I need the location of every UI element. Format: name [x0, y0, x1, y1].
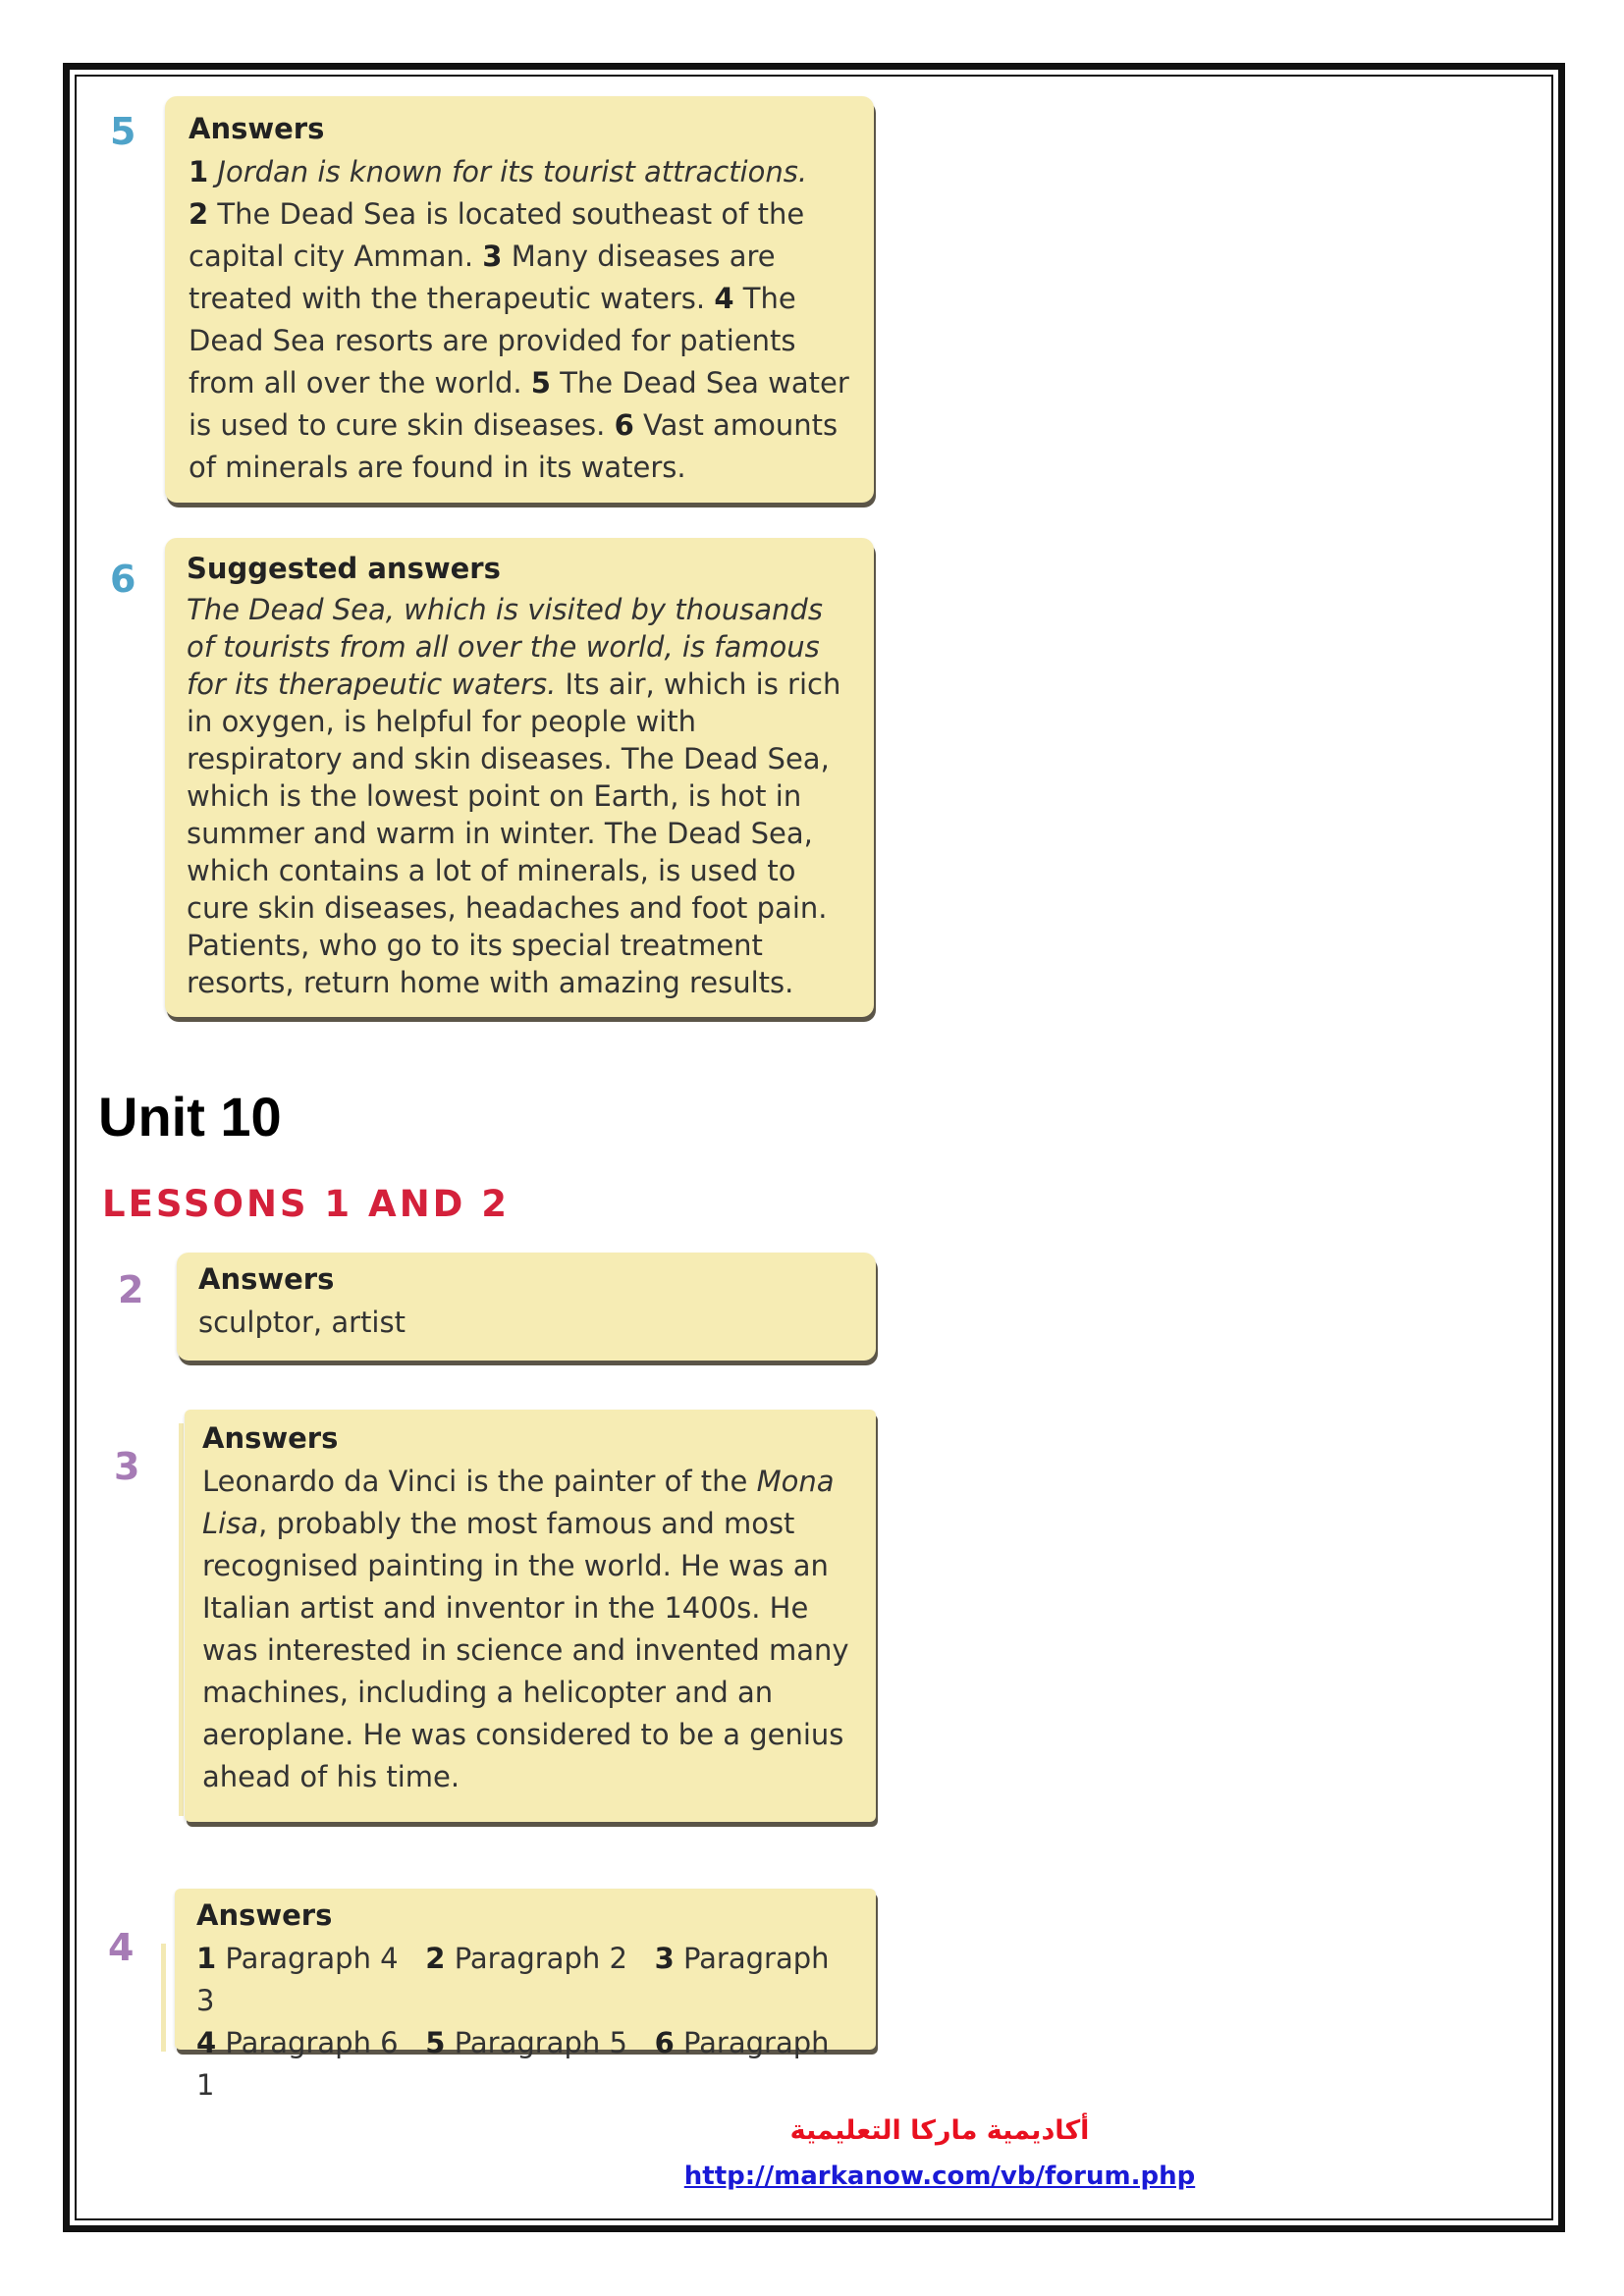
box-left-edge	[179, 1423, 184, 1816]
exercise-number-5: 5	[110, 110, 136, 153]
exercise-number-4: 4	[108, 1926, 135, 1969]
exercise-number-6: 6	[110, 558, 136, 601]
answers-text-6: The Dead Sea, which is visited by thousands of tourists from all over the world, is famous for its therapeutic waters. Its air, which is rich in oxygen, is helpful for people with respiratory and skin diseases. The Dead Sea, which is the lowest point on Earth, is hot in summer and warm in winter. The Dead Sea, which contains a lot of minerals, is used to cure skin diseases, headaches and foot pain. Patients, who go to its special treatment resorts, return home with amazing results.	[187, 593, 841, 999]
footer-academy-name: أكاديمية ماركا التعليمية	[789, 2115, 1090, 2146]
box-title: Suggested answers	[187, 552, 501, 585]
footer-forum-link[interactable]: http://markanow.com/vb/forum.php	[683, 2162, 1196, 2191]
box-title: Answers	[198, 1262, 335, 1296]
answers-text-5: 1 Jordan is known for its tourist attractions. 2 The Dead Sea is located southeast of the capital city Amman. 3 Many diseases are treated with the therapeutic waters. 4 The Dead Sea resorts are provided for patients from all over the world. 5 The Dead Sea water is used to cure skin diseases. 6 Vast amounts of minerals are found in its waters.	[189, 155, 849, 484]
lessons-heading: LESSONS 1 AND 2	[102, 1183, 510, 1225]
answers-text-lesson-4: 1 Paragraph 4 2 Paragraph 2 3 Paragraph 3 4 Paragraph 6 5 Paragraph 5 6 Paragraph 1	[196, 1942, 830, 2102]
answers-box-lesson-2	[177, 1253, 876, 1361]
exercise-number-3: 3	[114, 1445, 140, 1488]
answers-box-5	[165, 96, 874, 503]
answers-box-lesson-3	[185, 1410, 876, 1822]
box-title: Answers	[196, 1898, 333, 1932]
answers-text-lesson-3: Leonardo da Vinci is the painter of the Mona Lisa, probably the most famous and most recognised painting in the world. He was an Italian artist and inventor in the 1400s. He was interested in science and invented many machines, including a helicopter and an aeroplane. He was considered to be a genius ahead of his time.	[202, 1465, 849, 1793]
exercise-number-2: 2	[118, 1268, 144, 1311]
box-left-edge	[161, 1944, 166, 2052]
answers-box-6	[165, 538, 874, 1017]
answers-text-lesson-2: sculptor, artist	[198, 1306, 406, 1339]
box-title: Answers	[202, 1421, 339, 1455]
answers-box-lesson-4	[175, 1889, 876, 2102]
unit-heading: Unit 10	[98, 1086, 282, 1148]
box-title: Answers	[189, 112, 325, 145]
